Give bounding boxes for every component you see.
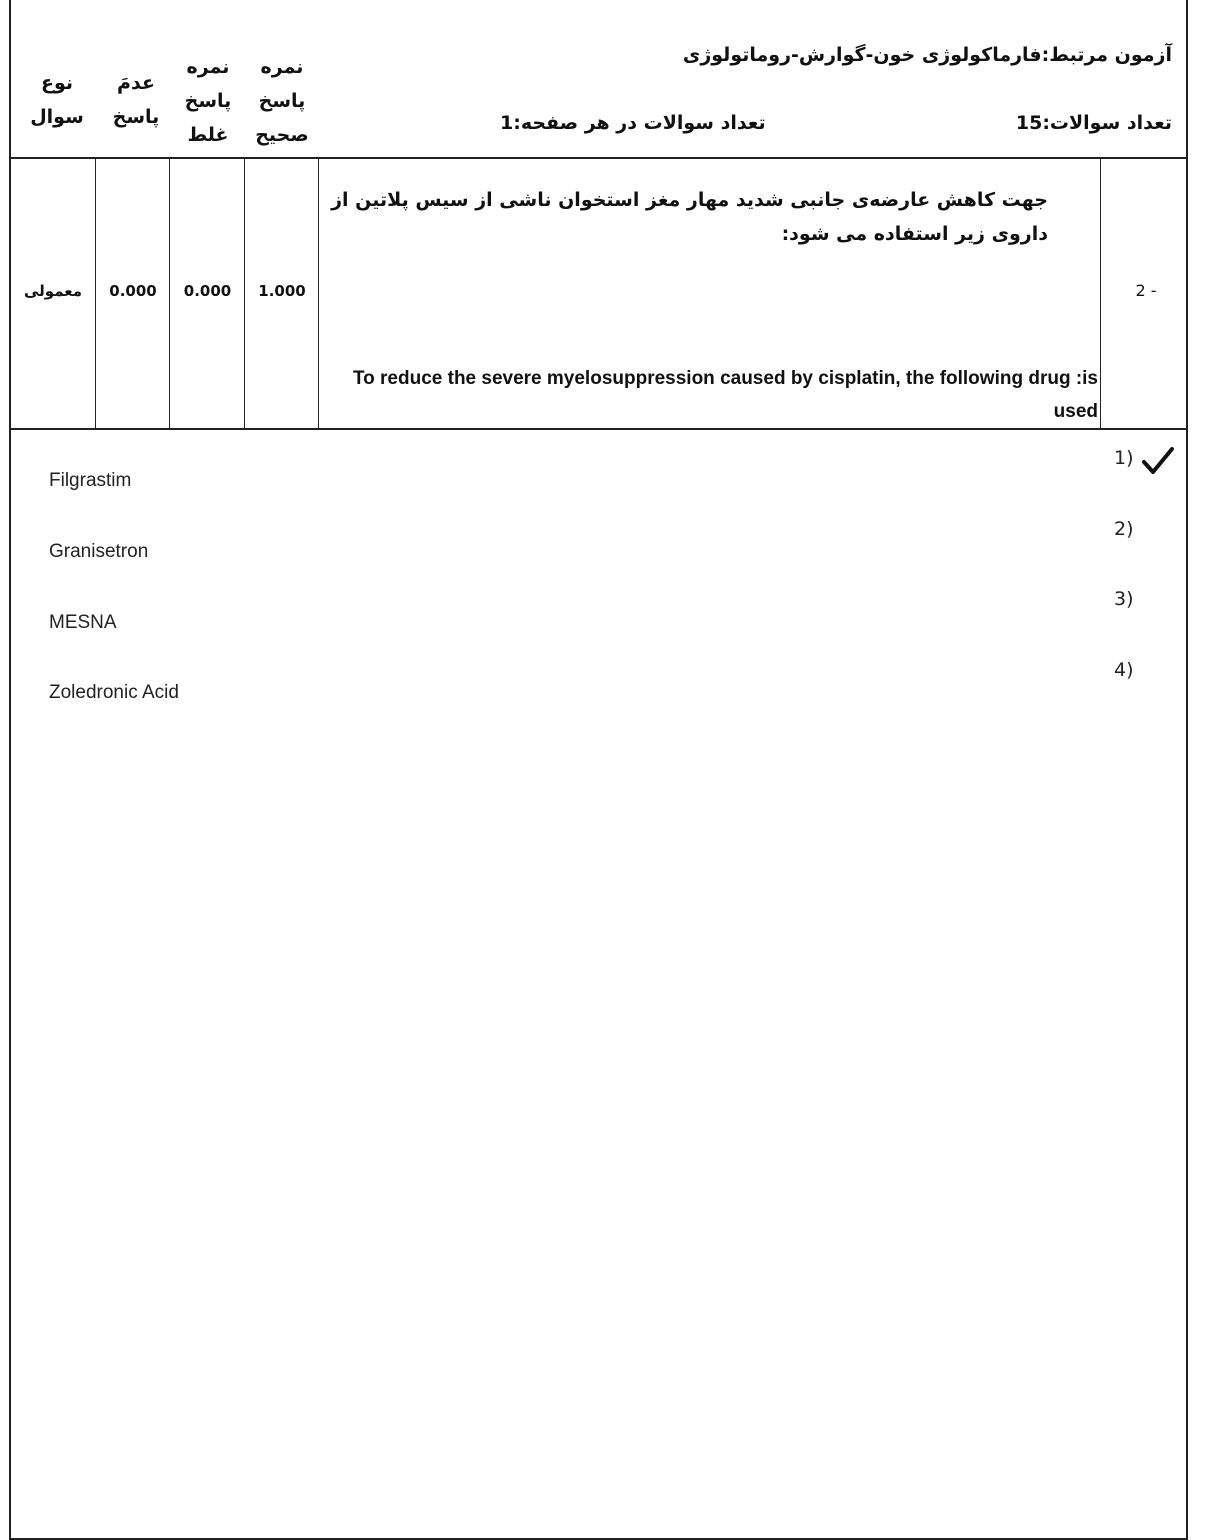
no-answer-header	[104, 66, 168, 134]
option-text[interactable]: Granisetron	[49, 541, 149, 562]
question-type-value: معمولی	[23, 282, 83, 300]
exam-title: آزمون مرتبط:فارماکولوژی خون-گوارش-روماتولوژی	[682, 44, 1172, 66]
questions-per-page: تعداد سوالات در هر صفحه:1	[500, 112, 766, 134]
correct-score-value: 1.000	[258, 282, 306, 300]
wrong-score-value: 0.000	[183, 282, 232, 300]
option-text[interactable]: MESNA	[49, 612, 117, 633]
column-divider	[244, 158, 245, 430]
checkmark-icon	[1141, 446, 1175, 476]
option-text[interactable]: Zoledronic Acid	[49, 682, 179, 703]
header-line: غلط	[187, 124, 229, 146]
header-line: سوال	[30, 106, 84, 128]
column-divider	[318, 158, 319, 430]
question-text-en: To reduce the severe myelosuppression caused by cisplatin, the following drug :is used	[352, 368, 1098, 422]
question-count: تعداد سوالات:15	[1015, 112, 1172, 134]
header-line: صحیح	[255, 124, 309, 146]
header-line: پاسخ	[112, 106, 160, 128]
question-text-fa: جهت کاهش عارضه‌ی جانبی شدید مهار مغز استخوان ناشی از سیس پلاتین از داروی زیر استفاده می شود:	[331, 189, 1048, 245]
option-number: 3)	[1114, 588, 1134, 610]
header-line: عدمَ	[117, 72, 155, 94]
option-number: 1)	[1114, 447, 1134, 469]
header-line: نوع	[40, 72, 74, 94]
option-text[interactable]: Filgrastim	[49, 470, 132, 491]
question-number: 2 -	[1135, 281, 1157, 300]
no-answer-value: 0.000	[109, 282, 157, 300]
option-number: 2)	[1114, 518, 1134, 540]
correct-score-header	[250, 50, 314, 152]
question-row-divider	[9, 428, 1188, 430]
header-line: نمره	[260, 56, 304, 78]
header-line: پاسخ	[258, 90, 306, 112]
question-type-header	[22, 66, 92, 134]
header-divider	[9, 157, 1188, 159]
column-divider	[169, 158, 170, 430]
wrong-score-header	[176, 50, 240, 152]
option-number: 4)	[1114, 659, 1134, 681]
column-divider	[95, 158, 96, 430]
column-divider	[1100, 158, 1101, 430]
header-line: نمره	[186, 56, 230, 78]
header-line: پاسخ	[184, 90, 232, 112]
